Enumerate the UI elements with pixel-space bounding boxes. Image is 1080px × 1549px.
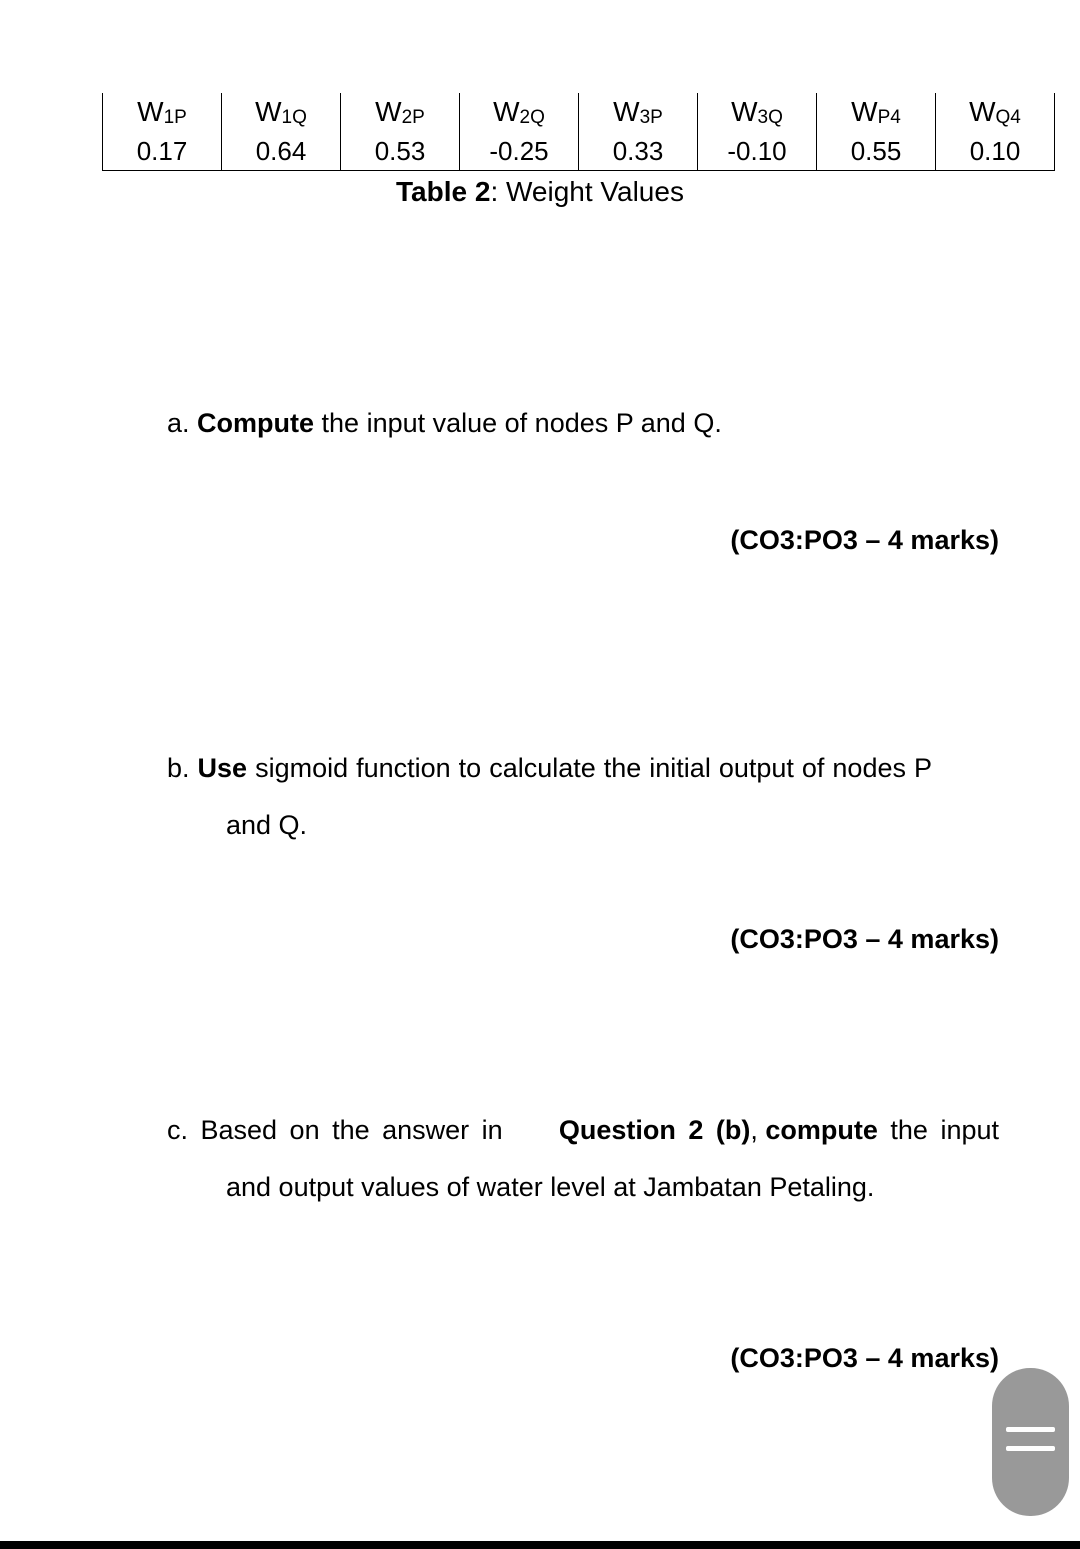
table-caption bbox=[0, 174, 1080, 210]
question-b-marks: (CO3:PO3 – 4 marks) bbox=[730, 924, 999, 954]
weight-header-cell: $W_{1P}$ bbox=[103, 93, 222, 131]
weight-header-cell: $W_{2Q}$ bbox=[460, 93, 579, 131]
weight-header-cell: $W_{P4}$ bbox=[817, 93, 936, 131]
bottom-bar bbox=[0, 1541, 1080, 1549]
weight-value-cell: 0.53 bbox=[341, 131, 460, 171]
weight-value-row bbox=[103, 131, 1055, 171]
question-a bbox=[167, 395, 999, 452]
weight-value-cell: 0.33 bbox=[579, 131, 698, 171]
question-a-verb: Compute bbox=[197, 408, 315, 438]
question-a-prefix: a. bbox=[167, 408, 198, 438]
weight-value-cell: 0.10 bbox=[936, 131, 1055, 171]
table-caption-text: : Weight Values bbox=[490, 176, 684, 207]
question-c-verb: compute bbox=[765, 1115, 878, 1145]
weight-value-cell: 0.55 bbox=[817, 131, 936, 171]
weight-value-cell: 0.64 bbox=[222, 131, 341, 171]
table-caption-label: Table 2 bbox=[396, 176, 491, 207]
question-b-line2: and Q. bbox=[226, 810, 308, 840]
question-a-marks: (CO3:PO3 – 4 marks) bbox=[730, 525, 999, 555]
question-c-text: the input bbox=[877, 1115, 999, 1145]
weight-value-cell: -0.10 bbox=[698, 131, 817, 171]
question-c-ref: Question 2 (b) bbox=[558, 1115, 751, 1145]
weight-header-cell: $W_{3P}$ bbox=[579, 93, 698, 131]
weight-value-cell: -0.25 bbox=[460, 131, 579, 171]
weight-header-cell: $W_{1Q}$ bbox=[222, 93, 341, 131]
scroll-handle[interactable] bbox=[992, 1368, 1069, 1516]
weight-value-cell: 0.17 bbox=[103, 131, 222, 171]
question-b-verb: Use bbox=[197, 753, 248, 783]
question-c-marks: (CO3:PO3 – 4 marks) bbox=[730, 1343, 999, 1373]
question-c-comma: , bbox=[750, 1115, 766, 1145]
question-b bbox=[167, 740, 999, 854]
weight-values-table bbox=[102, 93, 1055, 171]
question-b-prefix: b. bbox=[167, 753, 198, 783]
weight-header-cell: $W_{Q4}$ bbox=[936, 93, 1055, 131]
weight-header-row bbox=[103, 93, 1055, 131]
weight-header-cell: $W_{3Q}$ bbox=[698, 93, 817, 131]
question-c-line2: and output values of water level at Jambatan Petaling. bbox=[226, 1172, 875, 1202]
question-c bbox=[167, 1102, 999, 1216]
question-b-text: sigmoid function to calculate the initial output of nodes P bbox=[247, 753, 932, 783]
question-c-prefix: c. Based on the answer in bbox=[167, 1115, 503, 1145]
question-a-text: the input value of nodes P and Q. bbox=[314, 408, 722, 438]
weight-header-cell: $W_{2P}$ bbox=[341, 93, 460, 131]
question-c-line1 bbox=[167, 1102, 999, 1159]
question-b-line1 bbox=[167, 740, 999, 797]
